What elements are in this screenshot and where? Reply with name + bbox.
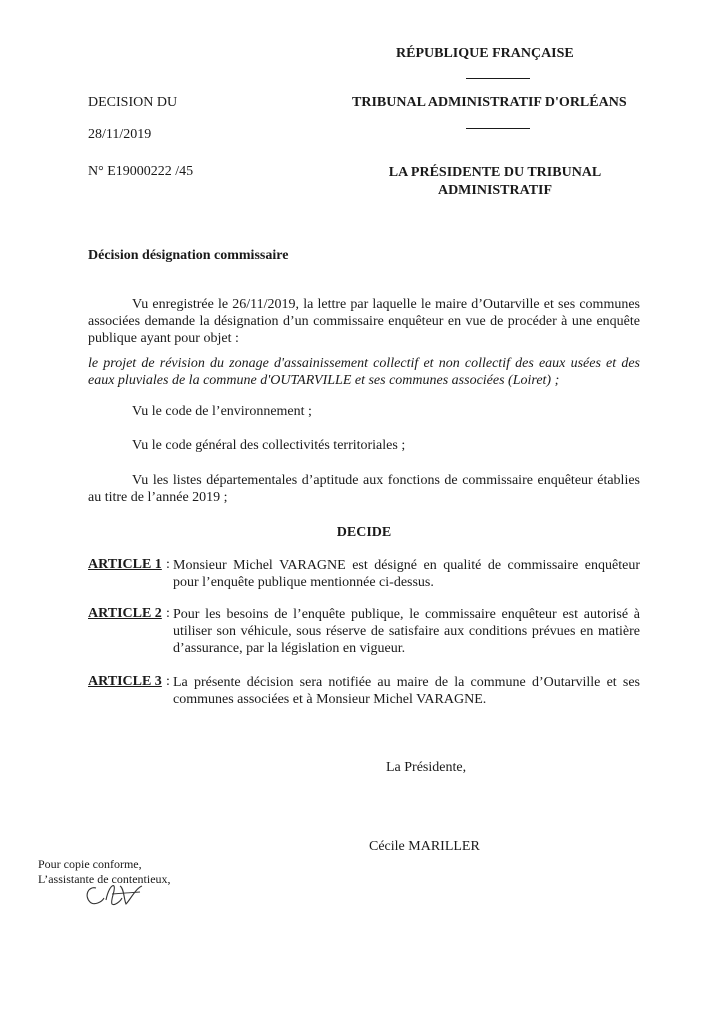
paragraph-cgct: Vu le code général des collectivités territoriales ; bbox=[132, 438, 406, 453]
header-rule-2 bbox=[466, 128, 530, 129]
article-2-label: ARTICLE 2 bbox=[88, 606, 162, 621]
article-1-colon: : bbox=[166, 557, 170, 572]
handwritten-initials bbox=[82, 880, 152, 910]
paragraph-request: Vu enregistrée le 26/11/2019, la lettre par laquelle le maire d’Outarville et ses communes associées demande la désignation d’un commissaire enquêteur en vue de procéder à une enquête publique ayant pour objet : bbox=[88, 297, 640, 346]
signature-title: La Présidente, bbox=[386, 760, 467, 775]
footer-copy-line: Pour copie conforme, bbox=[38, 857, 142, 871]
paragraph-object: le projet de révision du zonage d'assainissement collectif et non collectif des eaux usées et des eaux pluviales de la commune d'OUTARVILLE et ses communes associées (Loiret) ; bbox=[88, 356, 640, 388]
tribunal-heading: TRIBUNAL ADMINISTRATIF D'ORLÉANS bbox=[352, 95, 627, 110]
president-heading bbox=[360, 164, 630, 200]
president-heading-line2: ADMINISTRATIF bbox=[437, 183, 553, 198]
decision-number: N° E19000222 /45 bbox=[88, 164, 194, 179]
decision-label: DECISION DU bbox=[88, 95, 178, 110]
republic-heading: RÉPUBLIQUE FRANÇAISE bbox=[396, 46, 574, 61]
article-2-text: Pour les besoins de l’enquête publique, le commissaire enquêteur est autorisé à utiliser son véhicule, sous réserve de satisfaire aux conditions prévues en matière d’assurance, par la législation en vigueur. bbox=[173, 607, 640, 656]
paragraph-lists: Vu les listes départementales d’aptitude aux fonctions de commissaire enquêteur établies au titre de l’année 2019 ; bbox=[88, 473, 640, 505]
paragraph-env-code: Vu le code de l’environnement ; bbox=[132, 404, 312, 419]
article-3-text: La présente décision sera notifiée au maire de la commune d’Outarville et ses communes associées et à Monsieur Michel VARAGNE. bbox=[173, 675, 640, 707]
article-1-label: ARTICLE 1 bbox=[88, 557, 162, 572]
decide-heading: DECIDE bbox=[336, 525, 392, 540]
footer-assistant-line: L’assistante de contentieux, bbox=[38, 872, 171, 886]
decision-subject: Décision désignation commissaire bbox=[88, 248, 289, 263]
president-heading-line1: LA PRÉSIDENTE DU TRIBUNAL bbox=[388, 165, 602, 180]
article-3-label: ARTICLE 3 bbox=[88, 674, 162, 689]
article-2-colon: : bbox=[166, 606, 170, 621]
article-3-colon: : bbox=[166, 674, 170, 689]
signature-name: Cécile MARILLER bbox=[369, 839, 480, 854]
decision-date: 28/11/2019 bbox=[88, 127, 152, 142]
article-1-text: Monsieur Michel VARAGNE est désigné en qualité de commissaire enquêteur pour l’enquête publique mentionnée ci-dessus. bbox=[173, 558, 640, 590]
header-rule-1 bbox=[466, 78, 530, 79]
